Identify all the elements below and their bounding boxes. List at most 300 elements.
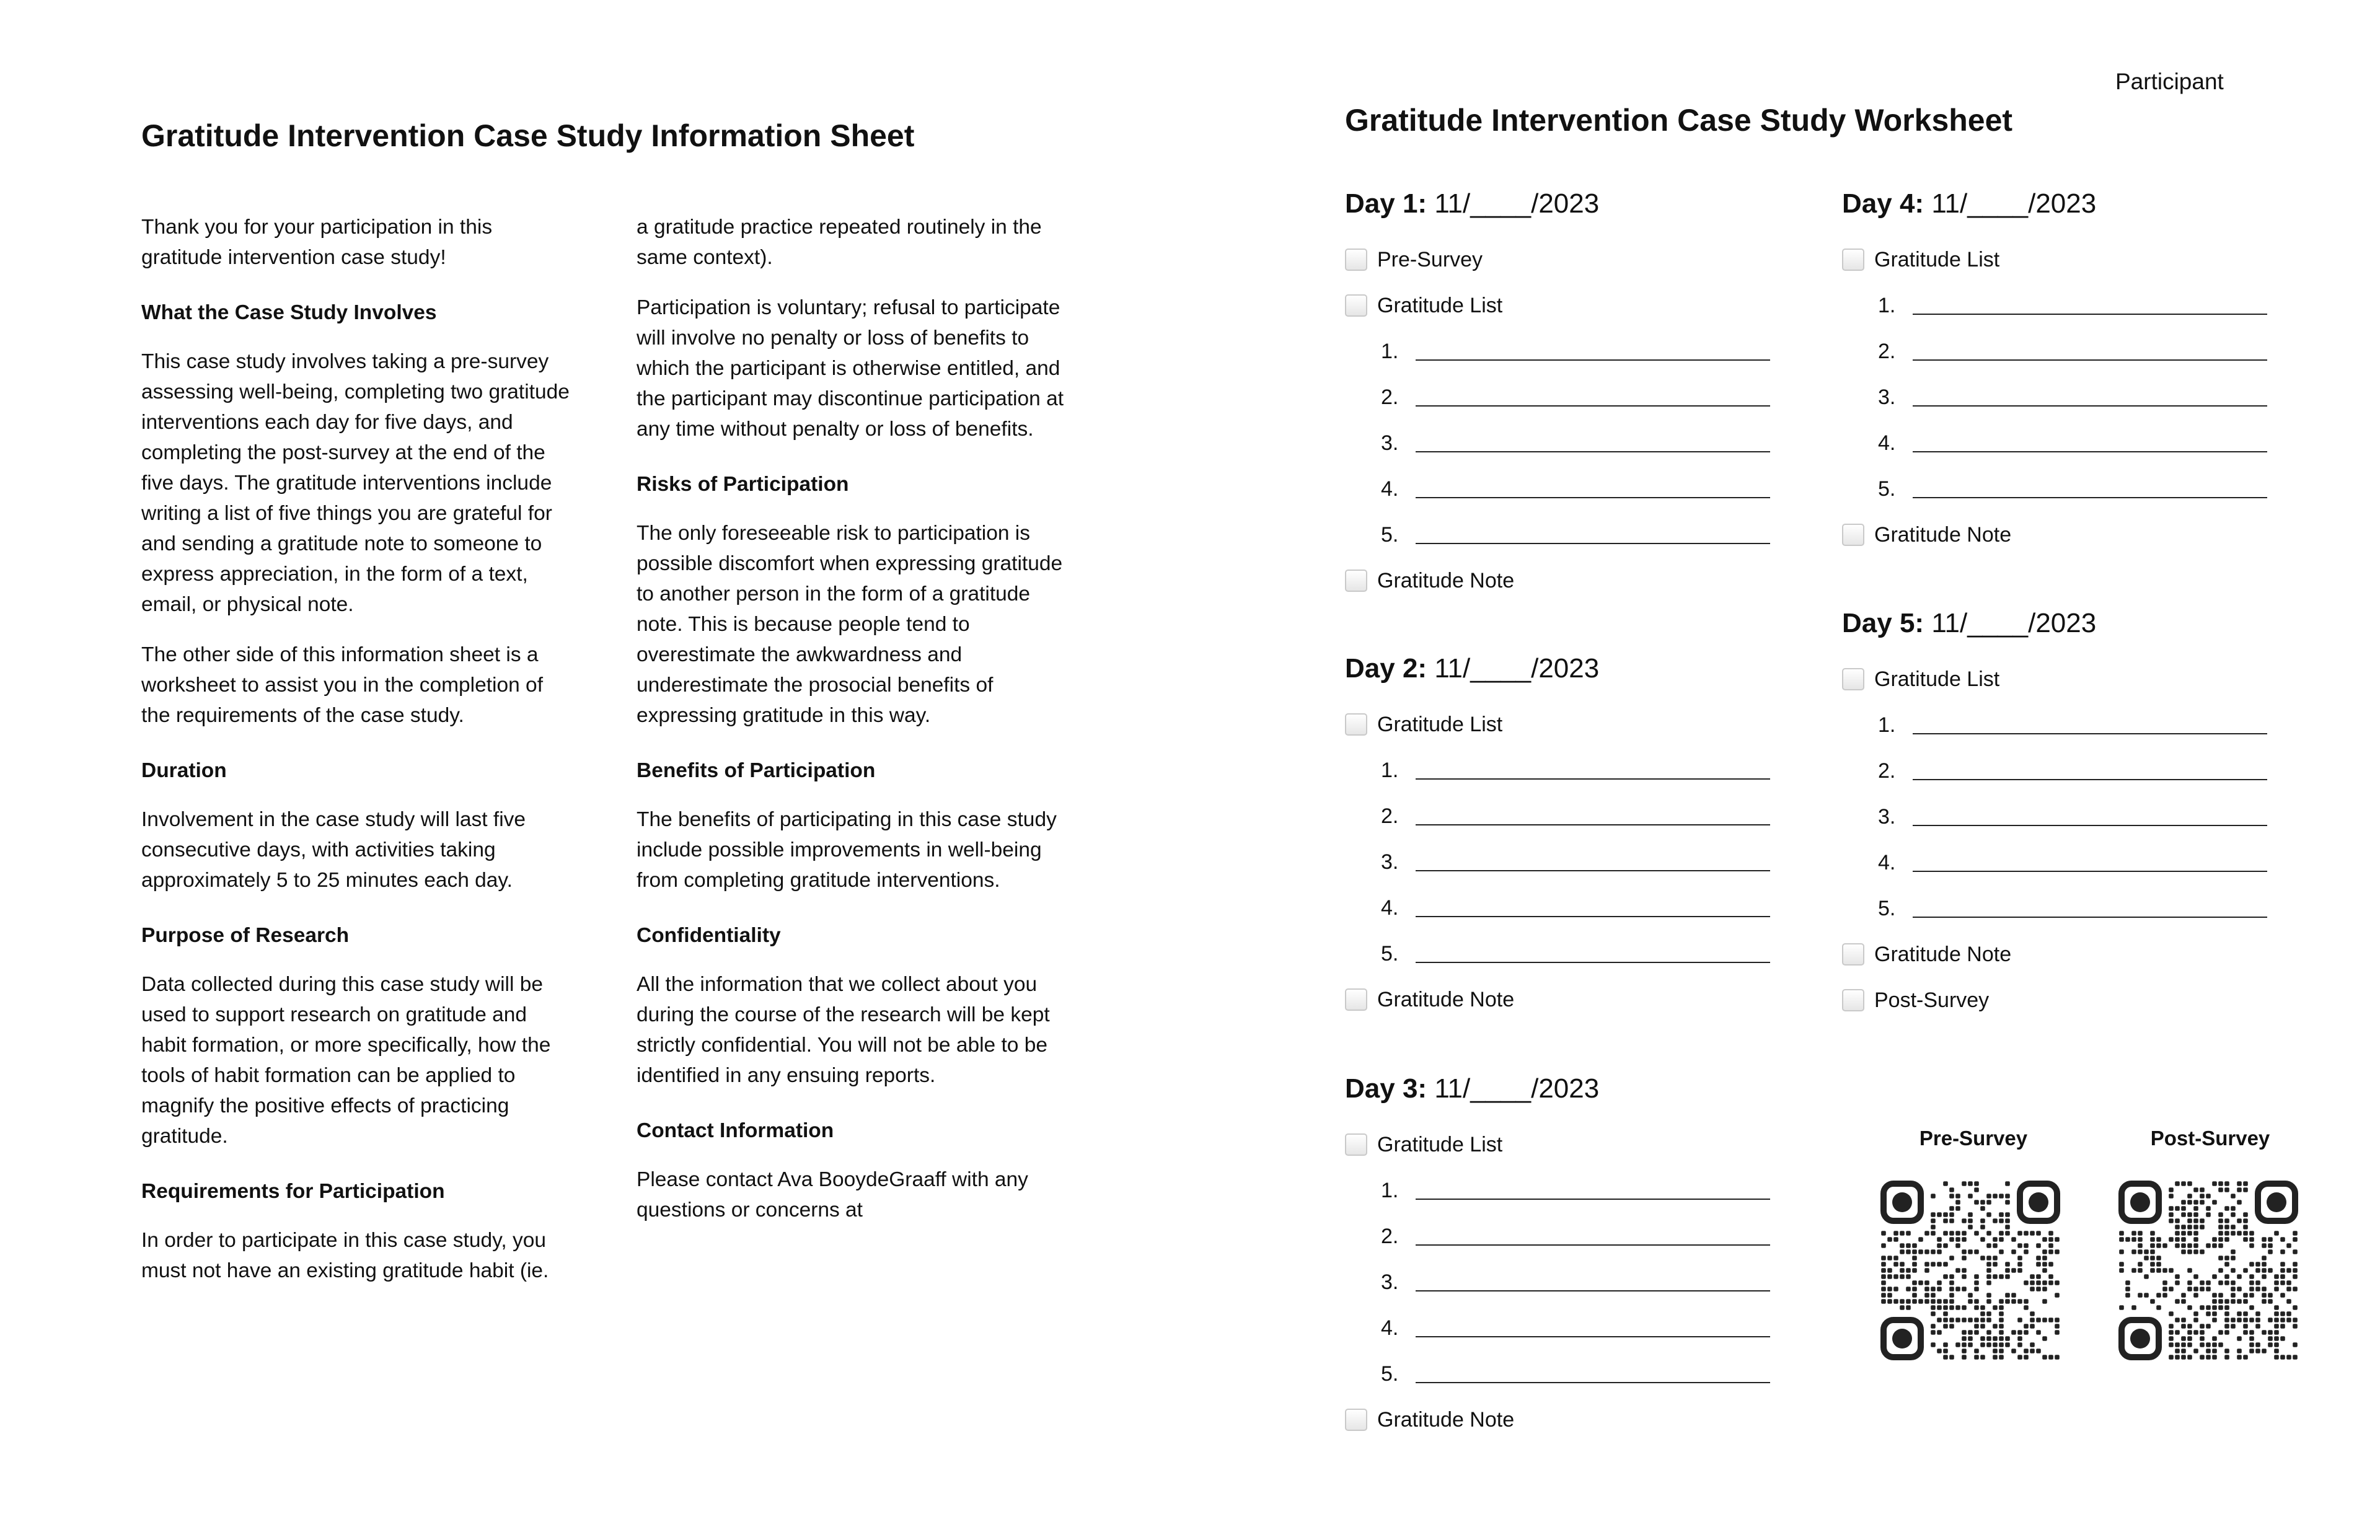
qr-module (1980, 1218, 1985, 1223)
qr-module (1986, 1342, 1991, 1347)
qr-module (2237, 1336, 2242, 1341)
qr-module (1931, 1249, 1936, 1254)
qr-module (2243, 1268, 2248, 1273)
qr-module (2131, 1231, 2136, 1236)
qr-module (2193, 1237, 2198, 1242)
day-5-gratitude-note-item[interactable] (1842, 931, 2288, 977)
qr-module (2125, 1287, 2130, 1291)
write-in-line[interactable] (1416, 899, 1770, 917)
qr-module (2024, 1349, 2029, 1353)
qr-module (1906, 1305, 1911, 1310)
qr-module (1949, 1194, 1954, 1199)
involves-text: This case study involves taking a pre-survey assessing well-being, completing two gratitude interventions each day for five days, and completing the post-survey at the end of the five days. The gratitude interventions include writing a list of five things you are grateful for and sending a gratitude note to someone to express appreciation, in the form of a text, email, or physical note. (141, 350, 570, 616)
qr-module (1980, 1225, 1985, 1230)
day-3-gratitude-note-label: Gratitude Note (1377, 1407, 1515, 1432)
write-in-line[interactable] (1416, 388, 1770, 407)
qr-module (1986, 1268, 1991, 1273)
qr-module (2055, 1237, 2060, 1242)
qr-module (2193, 1200, 2198, 1205)
qr-module (1881, 1231, 1886, 1236)
qr-module (2017, 1355, 2022, 1360)
qr-module (2243, 1318, 2248, 1322)
checkbox-icon[interactable] (1345, 1133, 1367, 1156)
contact-heading: Contact Information (637, 1119, 834, 1142)
qr-module (2193, 1274, 2198, 1279)
qr-module (1968, 1194, 1973, 1199)
list-number: 5. (1381, 1362, 1399, 1386)
qr-module (2017, 1318, 2022, 1322)
qr-module (2280, 1355, 2285, 1360)
qr-module (2030, 1274, 2035, 1279)
qr-module (1955, 1268, 1960, 1273)
qr-module (1931, 1311, 1936, 1316)
qr-module (1912, 1299, 1917, 1304)
qr-module (2274, 1342, 2279, 1347)
qr-module (1955, 1237, 1960, 1242)
qr-module (2293, 1342, 2298, 1347)
qr-module (2224, 1225, 2229, 1230)
write-in-line[interactable] (1416, 1181, 1770, 1200)
qr-module (1893, 1262, 1898, 1267)
qr-module (2042, 1355, 2047, 1360)
qr-module (2286, 1355, 2291, 1360)
qr-module (2125, 1293, 2130, 1298)
qr-module (1937, 1287, 1942, 1291)
qr-module (2280, 1293, 2285, 1298)
qr-finder-dot (2267, 1192, 2286, 1212)
qr-module (1943, 1318, 1948, 1322)
day-4-gratitude-list-item[interactable] (1842, 237, 2288, 283)
qr-module (1912, 1287, 1917, 1291)
qr-module (2231, 1206, 2236, 1211)
day-2-list-row (1345, 747, 1791, 793)
qr-module (2169, 1311, 2174, 1316)
write-in-line[interactable] (1416, 526, 1770, 544)
qr-module (2224, 1256, 2229, 1261)
qr-module (2175, 1318, 2180, 1322)
qr-module (1986, 1194, 1991, 1199)
qr-module (1881, 1287, 1886, 1291)
qr-module (1887, 1237, 1892, 1242)
qr-module (1887, 1256, 1892, 1261)
write-in-line[interactable] (1416, 1319, 1770, 1337)
qr-module (2181, 1200, 2186, 1205)
qr-module (2169, 1287, 2174, 1291)
checkbox-icon[interactable] (1345, 294, 1367, 317)
qr-module (2030, 1324, 2035, 1329)
qr-module (2274, 1324, 2279, 1329)
write-in-line[interactable] (1416, 807, 1770, 825)
day-4-gratitude-note-item[interactable] (1842, 512, 2288, 558)
qr-module (2175, 1349, 2180, 1353)
write-in-line[interactable] (1913, 480, 2267, 498)
qr-module (1949, 1305, 1954, 1310)
qr-module (2218, 1305, 2223, 1310)
write-in-line[interactable] (1416, 1273, 1770, 1291)
qr-module (1887, 1287, 1892, 1291)
qr-module (1955, 1305, 1960, 1310)
qr-module (2156, 1243, 2161, 1248)
qr-post-survey-label: Post-Survey (2150, 1127, 2270, 1150)
qr-module (2005, 1299, 2010, 1304)
day-4-list-row (1842, 374, 2288, 420)
qr-module (1968, 1212, 1973, 1217)
qr-module (2206, 1342, 2211, 1347)
checkbox-icon[interactable] (1345, 570, 1367, 592)
write-in-line[interactable] (1913, 762, 2267, 780)
qr-module (2162, 1287, 2167, 1291)
qr-module (2175, 1355, 2180, 1360)
write-in-line[interactable] (1416, 1227, 1770, 1246)
checkbox-icon[interactable] (1842, 524, 1864, 546)
qr-module (2193, 1249, 2198, 1254)
list-number: 4. (1381, 1316, 1399, 1340)
qr-module (2048, 1237, 2053, 1242)
day-4-list-row (1842, 328, 2288, 374)
qr-module (1912, 1262, 1917, 1267)
qr-module (1906, 1243, 1911, 1248)
qr-module (1881, 1274, 1886, 1279)
qr-module (2042, 1287, 2047, 1291)
day-2-list-row (1345, 793, 1791, 839)
qr-module (2169, 1212, 2174, 1217)
qr-module (2193, 1287, 2198, 1291)
qr-module (2030, 1287, 2035, 1291)
qr-module (2024, 1324, 2029, 1329)
qr-module (2011, 1330, 2016, 1335)
qr-module (2024, 1243, 2029, 1248)
qr-module (2243, 1299, 2248, 1304)
qr-module (2231, 1318, 2236, 1322)
write-in-line[interactable] (1913, 716, 2267, 734)
benefits-heading: Benefits of Participation (637, 759, 876, 782)
qr-module (2249, 1293, 2254, 1298)
qr-module (1999, 1212, 2004, 1217)
day-3-gratitude-list-item[interactable] (1345, 1122, 1791, 1168)
checkbox-icon[interactable] (1842, 668, 1864, 690)
qr-module (1986, 1293, 1991, 1298)
qr-module (1993, 1274, 1998, 1279)
qr-module (1993, 1243, 1998, 1248)
qr-module (2030, 1349, 2035, 1353)
qr-module (2193, 1243, 2198, 1248)
checkbox-icon[interactable] (1842, 943, 1864, 966)
qr-module (1943, 1231, 1948, 1236)
qr-module (2212, 1237, 2217, 1242)
qr-module (1968, 1293, 1973, 1298)
qr-module (1980, 1355, 1985, 1360)
checkbox-icon[interactable] (1345, 1409, 1367, 1431)
list-number: 1. (1878, 713, 1896, 737)
qr-module (2005, 1274, 2010, 1279)
qr-module (1955, 1200, 1960, 1205)
qr-module (2274, 1336, 2279, 1341)
write-in-line[interactable] (1913, 388, 2267, 407)
qr-module (1962, 1305, 1967, 1310)
qr-module (2005, 1212, 2010, 1217)
qr-module (2005, 1293, 2010, 1298)
qr-module (2193, 1311, 2198, 1316)
qr-module (2212, 1293, 2217, 1298)
qr-module (2218, 1280, 2223, 1285)
qr-module (2042, 1256, 2047, 1261)
qr-module (2212, 1200, 2217, 1205)
write-in-line[interactable] (1416, 1365, 1770, 1383)
write-in-line[interactable] (1416, 434, 1770, 452)
qr-module (1906, 1231, 1911, 1236)
qr-module (2212, 1305, 2217, 1310)
day-3-list-row (1345, 1351, 1791, 1397)
qr-module (2249, 1231, 2254, 1236)
qr-module (1881, 1268, 1886, 1273)
day-3-date: 11/____/2023 (1434, 1073, 1600, 1104)
qr-module (2181, 1299, 2186, 1304)
qr-module (1937, 1280, 1942, 1285)
qr-module (1912, 1243, 1917, 1248)
day-1-gratitude-note-item[interactable] (1345, 558, 1791, 604)
write-in-line[interactable] (1913, 434, 2267, 452)
qr-module (1993, 1262, 1998, 1267)
qr-module (2187, 1231, 2192, 1236)
qr-module (2017, 1336, 2022, 1341)
list-number: 1. (1381, 339, 1399, 363)
qr-module (2138, 1262, 2143, 1267)
qr-module (2187, 1268, 2192, 1273)
qr-module (2150, 1256, 2155, 1261)
qr-module (2243, 1330, 2248, 1335)
qr-module (2262, 1237, 2267, 1242)
qr-module (2169, 1237, 2174, 1242)
qr-module (2200, 1280, 2205, 1285)
day-5-date: 11/____/2023 (1931, 608, 2097, 638)
qr-module (2212, 1311, 2217, 1316)
write-in-line[interactable] (1416, 944, 1770, 963)
day-1-gratitude-list-item[interactable] (1345, 283, 1791, 328)
checkbox-icon[interactable] (1842, 249, 1864, 271)
qr-module (1999, 1336, 2004, 1341)
qr-module (2286, 1243, 2291, 1248)
qr-module (1937, 1349, 1942, 1353)
qr-module (2293, 1237, 2298, 1242)
benefits-text: The benefits of participating in this case study include possible improvements in well-being from completing gratitude interventions. (637, 808, 1057, 892)
qr-module (1943, 1181, 1948, 1186)
qr-module (2055, 1318, 2060, 1322)
write-in-line[interactable] (1913, 899, 2267, 918)
write-in-line[interactable] (1416, 480, 1770, 498)
qr-module (1968, 1342, 1973, 1347)
day-4-list-row (1842, 420, 2288, 466)
day-2-date: 11/____/2023 (1434, 653, 1600, 684)
write-in-line[interactable] (1913, 853, 2267, 872)
day-1-gratitude-list-label: Gratitude List (1377, 293, 1503, 317)
day-5-post-survey-item[interactable] (1842, 977, 2288, 1023)
write-in-line[interactable] (1913, 342, 2267, 361)
qr-module (1893, 1256, 1898, 1261)
qr-module (2262, 1262, 2267, 1267)
qr-module (1900, 1262, 1905, 1267)
day-2-gratitude-note-item[interactable] (1345, 977, 1791, 1023)
day-2-heading (1345, 651, 1791, 687)
qr-module (2175, 1299, 2180, 1304)
qr-module (2042, 1262, 2047, 1267)
list-number: 2. (1381, 1224, 1399, 1248)
qr-module (1924, 1262, 1929, 1267)
day-1-list-row (1345, 512, 1791, 558)
qr-module (1980, 1237, 1985, 1242)
qr-module (2224, 1299, 2229, 1304)
qr-module (2187, 1181, 2192, 1186)
qr-module (2249, 1243, 2254, 1248)
qr-module (2224, 1187, 2229, 1192)
qr-module (2249, 1274, 2254, 1279)
qr-module (1900, 1243, 1905, 1248)
qr-module (2193, 1293, 2198, 1298)
qr-module (2144, 1274, 2149, 1279)
list-number: 3. (1878, 385, 1896, 409)
qr-module (1980, 1200, 1985, 1205)
qr-module (1962, 1342, 1967, 1347)
qr-module (2181, 1293, 2186, 1298)
write-in-line[interactable] (1416, 761, 1770, 780)
qr-module (1943, 1218, 1948, 1223)
qr-module (1962, 1218, 1967, 1223)
qr-module (2055, 1355, 2060, 1360)
qr-module (1962, 1274, 1967, 1279)
qr-module (2055, 1280, 2060, 1285)
pre-survey-qr-code-icon[interactable] (1880, 1181, 2060, 1360)
qr-module (2187, 1243, 2192, 1248)
qr-module (2048, 1318, 2053, 1322)
qr-module (1943, 1305, 1948, 1310)
qr-module (1980, 1336, 1985, 1341)
qr-module (2181, 1212, 2186, 1217)
list-number: 4. (1878, 431, 1896, 455)
qr-module (1912, 1280, 1917, 1285)
day-2-gratitude-list-item[interactable] (1345, 702, 1791, 747)
qr-module (1974, 1287, 1979, 1291)
qr-module (2262, 1349, 2267, 1353)
qr-module (2262, 1287, 2267, 1291)
qr-module (2268, 1299, 2273, 1304)
qr-module (2175, 1218, 2180, 1223)
qr-module (1974, 1249, 1979, 1254)
day-3-gratitude-note-item[interactable] (1345, 1397, 1791, 1443)
qr-module (2212, 1274, 2217, 1279)
qr-module (2274, 1231, 2279, 1236)
qr-module (1962, 1336, 1967, 1341)
qr-module (1949, 1280, 1954, 1285)
qr-module (2030, 1280, 2035, 1285)
qr-module (2224, 1305, 2229, 1310)
qr-module (1993, 1342, 1998, 1347)
qr-module (1993, 1237, 1998, 1242)
write-in-line[interactable] (1913, 296, 2267, 315)
qr-module (1986, 1256, 1991, 1261)
qr-module (1893, 1299, 1898, 1304)
qr-module (1943, 1212, 1948, 1217)
qr-module (2255, 1287, 2260, 1291)
qr-module (2249, 1237, 2254, 1242)
day-1-list-row (1345, 466, 1791, 512)
qr-module (2243, 1187, 2248, 1192)
qr-module (2181, 1225, 2186, 1230)
qr-module (2293, 1262, 2298, 1267)
qr-module (2156, 1293, 2161, 1298)
qr-module (2005, 1268, 2010, 1273)
qr-module (1924, 1249, 1929, 1254)
qr-module (2169, 1336, 2174, 1341)
qr-module (2150, 1231, 2155, 1236)
checkbox-icon[interactable] (1345, 713, 1367, 736)
write-in-line[interactable] (1416, 853, 1770, 871)
qr-module (2280, 1274, 2285, 1279)
checkbox-icon[interactable] (1345, 249, 1367, 271)
qr-module (1968, 1299, 1973, 1304)
qr-module (2055, 1293, 2060, 1298)
qr-module (2030, 1318, 2035, 1322)
qr-module (2237, 1349, 2242, 1353)
qr-module (2274, 1349, 2279, 1353)
risks-text: The only foreseeable risk to participation is possible discomfort when expressing gratitude to another person in the form of a gratitude note. This is because people tend to overestimate the awkwardness and underestimate the prosocial benefits of expressing gratitude in this way. (637, 522, 1063, 727)
post-survey-qr-code-icon[interactable] (2118, 1181, 2298, 1360)
qr-module (2024, 1299, 2029, 1304)
qr-module (2286, 1287, 2291, 1291)
qr-module (1918, 1280, 1923, 1285)
checkbox-icon[interactable] (1345, 988, 1367, 1011)
qr-module (2055, 1249, 2060, 1254)
day-1-gratitude-note-label: Gratitude Note (1377, 568, 1515, 592)
qr-module (2243, 1324, 2248, 1329)
qr-module (2048, 1231, 2053, 1236)
qr-module (2218, 1231, 2223, 1236)
qr-module (2187, 1280, 2192, 1285)
day-1-pre-survey-item[interactable] (1345, 237, 1791, 283)
qr-module (1900, 1305, 1905, 1310)
day-1-section (1345, 186, 1791, 604)
checkbox-icon[interactable] (1842, 989, 1864, 1011)
qr-module (1993, 1256, 1998, 1261)
qr-module (2231, 1212, 2236, 1217)
qr-module (2268, 1330, 2273, 1335)
qr-module (1999, 1299, 2004, 1304)
purpose-text: Data collected during this case study will be used to support research on gratitude and habit formation, or more specifically, how the tools of habit formation can be applied to magnify the positive effects of practicing gratitude. (141, 973, 551, 1148)
qr-module (1986, 1274, 1991, 1279)
qr-module (2150, 1262, 2155, 1267)
qr-module (1993, 1305, 1998, 1310)
write-in-line[interactable] (1913, 807, 2267, 826)
qr-module (1912, 1268, 1917, 1273)
write-in-line[interactable] (1416, 342, 1770, 361)
qr-module (2212, 1318, 2217, 1322)
qr-module (2193, 1212, 2198, 1217)
qr-module (2193, 1330, 2198, 1335)
list-number: 3. (1878, 804, 1896, 829)
qr-module (2262, 1274, 2267, 1279)
qr-module (2286, 1268, 2291, 1273)
qr-module (2280, 1280, 2285, 1285)
qr-module (1968, 1336, 1973, 1341)
qr-module (2187, 1305, 2192, 1310)
day-5-gratitude-list-item[interactable] (1842, 656, 2288, 702)
qr-module (2274, 1318, 2279, 1322)
qr-module (2193, 1231, 2198, 1236)
qr-module (2255, 1268, 2260, 1273)
qr-module (2125, 1237, 2130, 1242)
qr-module (2048, 1274, 2053, 1279)
qr-module (1974, 1299, 1979, 1304)
qr-module (2048, 1249, 2053, 1254)
qr-module (2249, 1336, 2254, 1341)
